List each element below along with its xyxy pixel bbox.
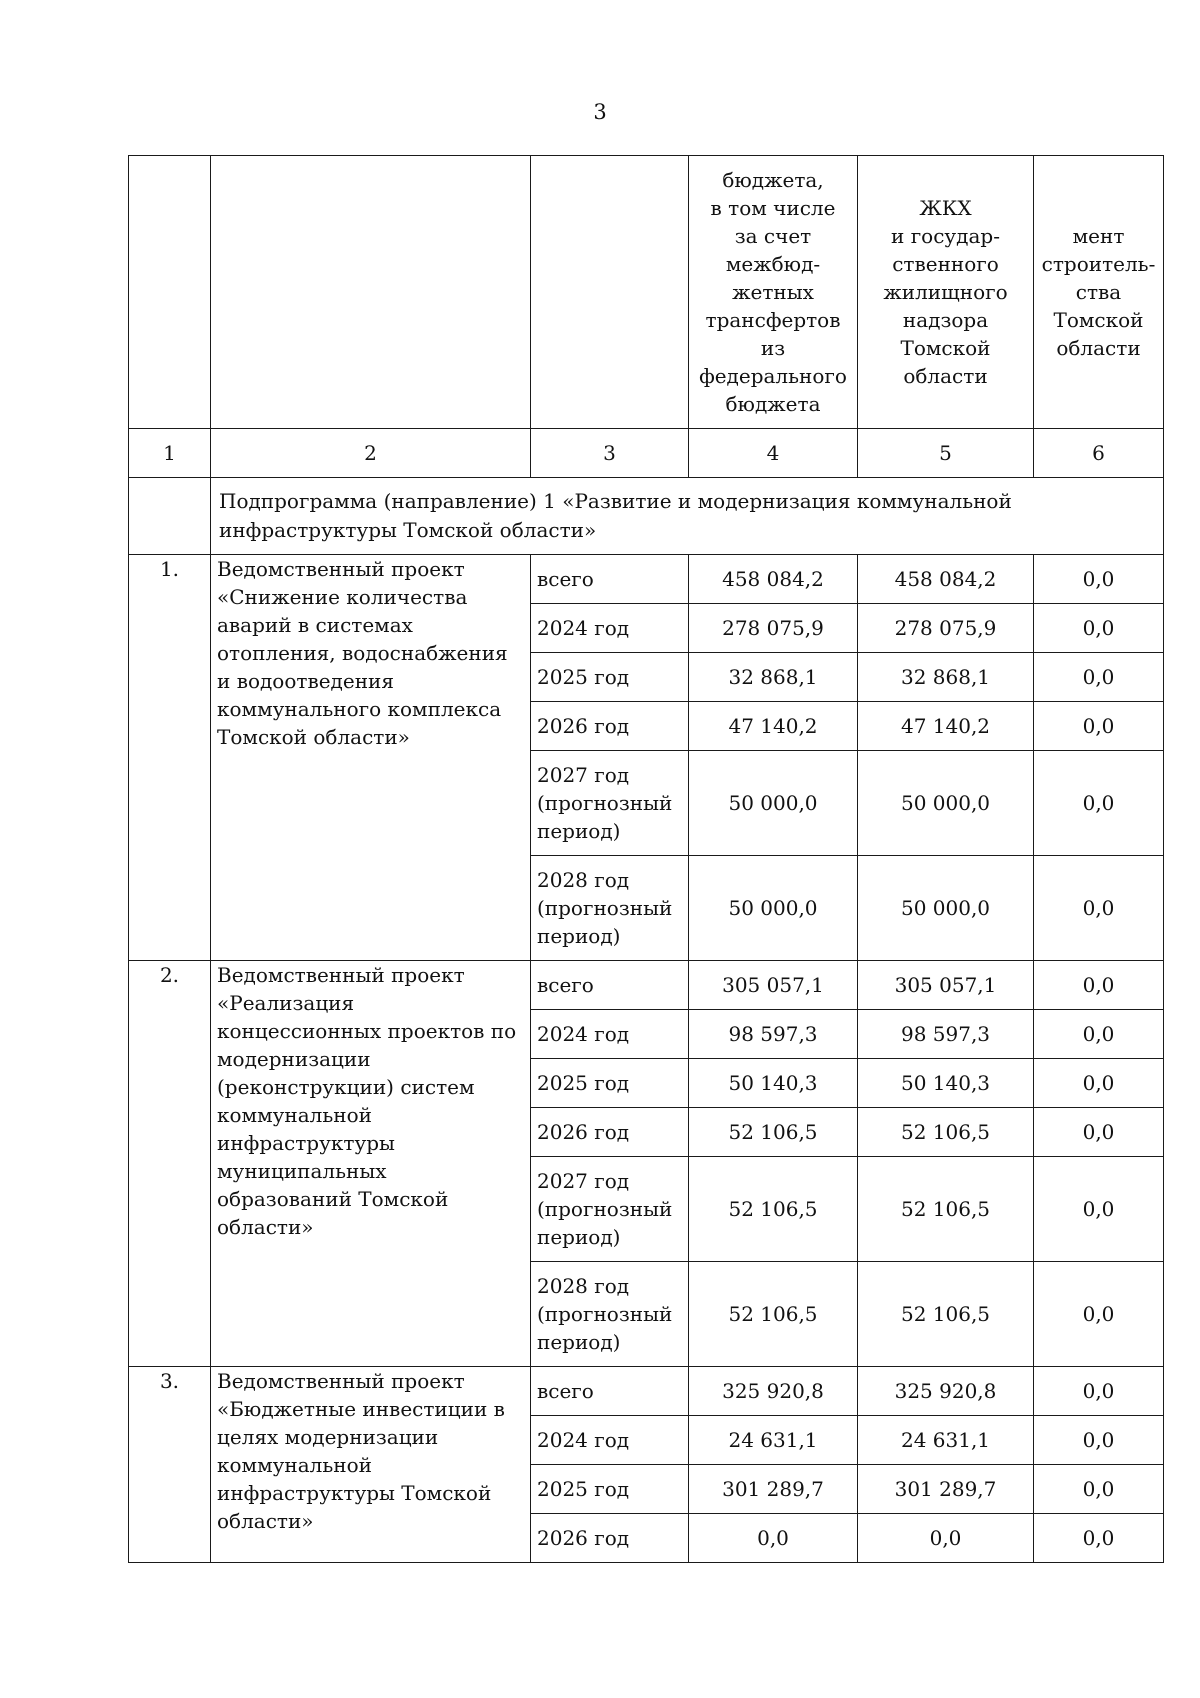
table-row (129, 555, 1164, 604)
budget-table-body (129, 156, 1164, 1563)
project-number: 1. (129, 555, 211, 961)
period-cell: 2026 год (531, 1514, 689, 1563)
amount-cell-col6: 0,0 (1034, 961, 1164, 1010)
period-cell: 2025 год (531, 653, 689, 702)
column-number: 6 (1034, 429, 1164, 478)
amount-cell-col6: 0,0 (1034, 1010, 1164, 1059)
amount-cell-col4: 458 084,2 (689, 555, 858, 604)
period-cell: 2025 год (531, 1059, 689, 1108)
header-cell-4: бюджета, в том числе за счет межбюд- жетных трансфертов из федерального бюджета (689, 156, 858, 429)
period-cell: 2027 год (прогнозный период) (531, 1157, 689, 1262)
header-cell-3 (531, 156, 689, 429)
project-number: 3. (129, 1367, 211, 1563)
amount-cell-col5: 305 057,1 (858, 961, 1034, 1010)
table-row (129, 1367, 1164, 1416)
amount-cell-col4: 301 289,7 (689, 1465, 858, 1514)
amount-cell-col5: 50 140,3 (858, 1059, 1034, 1108)
amount-cell-col5: 458 084,2 (858, 555, 1034, 604)
amount-cell-col5: 52 106,5 (858, 1108, 1034, 1157)
amount-cell-col5: 278 075,9 (858, 604, 1034, 653)
amount-cell-col5: 301 289,7 (858, 1465, 1034, 1514)
amount-cell-col5: 24 631,1 (858, 1416, 1034, 1465)
project-name: Ведомственный проект «Бюджетные инвестиции в целях модернизации коммунальной инфраструктуры Томской области» (211, 1367, 531, 1563)
amount-cell-col6: 0,0 (1034, 856, 1164, 961)
column-number: 4 (689, 429, 858, 478)
period-cell: 2024 год (531, 1010, 689, 1059)
period-cell: всего (531, 961, 689, 1010)
amount-cell-col6: 0,0 (1034, 1157, 1164, 1262)
amount-cell-col5: 50 000,0 (858, 751, 1034, 856)
amount-cell-col6: 0,0 (1034, 751, 1164, 856)
amount-cell-col6: 0,0 (1034, 1465, 1164, 1514)
amount-cell-col4: 32 868,1 (689, 653, 858, 702)
period-cell: 2026 год (531, 1108, 689, 1157)
column-number: 5 (858, 429, 1034, 478)
period-cell: 2028 год (прогнозный период) (531, 1262, 689, 1367)
period-cell: 2028 год (прогнозный период) (531, 856, 689, 961)
amount-cell-col4: 325 920,8 (689, 1367, 858, 1416)
period-cell: 2024 год (531, 1416, 689, 1465)
amount-cell-col4: 98 597,3 (689, 1010, 858, 1059)
amount-cell-col6: 0,0 (1034, 1367, 1164, 1416)
amount-cell-col4: 24 631,1 (689, 1416, 858, 1465)
amount-cell-col5: 47 140,2 (858, 702, 1034, 751)
amount-cell-col4: 305 057,1 (689, 961, 858, 1010)
amount-cell-col4: 278 075,9 (689, 604, 858, 653)
amount-cell-col4: 47 140,2 (689, 702, 858, 751)
period-cell: всего (531, 1367, 689, 1416)
amount-cell-col6: 0,0 (1034, 1108, 1164, 1157)
amount-cell-col5: 50 000,0 (858, 856, 1034, 961)
amount-cell-col4: 50 000,0 (689, 751, 858, 856)
project-number: 2. (129, 961, 211, 1367)
amount-cell-col5: 325 920,8 (858, 1367, 1034, 1416)
header-cell-6: мент строитель- ства Томской области (1034, 156, 1164, 429)
amount-cell-col4: 50 140,3 (689, 1059, 858, 1108)
amount-cell-col4: 52 106,5 (689, 1262, 858, 1367)
subprogram-empty-cell (129, 478, 211, 555)
column-number: 2 (211, 429, 531, 478)
amount-cell-col6: 0,0 (1034, 1262, 1164, 1367)
amount-cell-col4: 52 106,5 (689, 1157, 858, 1262)
amount-cell-col4: 52 106,5 (689, 1108, 858, 1157)
amount-cell-col6: 0,0 (1034, 1416, 1164, 1465)
amount-cell-col6: 0,0 (1034, 1514, 1164, 1563)
amount-cell-col6: 0,0 (1034, 1059, 1164, 1108)
amount-cell-col6: 0,0 (1034, 653, 1164, 702)
period-cell: всего (531, 555, 689, 604)
amount-cell-col6: 0,0 (1034, 555, 1164, 604)
subprogram-row (129, 478, 1164, 555)
period-cell: 2027 год (прогнозный период) (531, 751, 689, 856)
header-cell-1 (129, 156, 211, 429)
budget-table (128, 155, 1164, 1563)
period-cell: 2024 год (531, 604, 689, 653)
amount-cell-col5: 52 106,5 (858, 1262, 1034, 1367)
amount-cell-col6: 0,0 (1034, 604, 1164, 653)
amount-cell-col5: 32 868,1 (858, 653, 1034, 702)
amount-cell-col4: 50 000,0 (689, 856, 858, 961)
amount-cell-col4: 0,0 (689, 1514, 858, 1563)
table-row (129, 961, 1164, 1010)
header-cell-2 (211, 156, 531, 429)
amount-cell-col5: 0,0 (858, 1514, 1034, 1563)
subprogram-title: Подпрограмма (направление) 1 «Развитие и модернизация коммунальной инфраструктуры Томской области» (211, 478, 1164, 555)
period-cell: 2025 год (531, 1465, 689, 1514)
header-cell-5: ЖКХ и государ- ственного жилищного надзора Томской области (858, 156, 1034, 429)
amount-cell-col5: 98 597,3 (858, 1010, 1034, 1059)
amount-cell-col6: 0,0 (1034, 702, 1164, 751)
project-name: Ведомственный проект «Реализация концессионных проектов по модернизации (реконструкции) систем коммунальной инфраструктуры муниципальных образований Томской области» (211, 961, 531, 1367)
column-numbers-row (129, 429, 1164, 478)
amount-cell-col5: 52 106,5 (858, 1157, 1034, 1262)
column-number: 3 (531, 429, 689, 478)
header-row (129, 156, 1164, 429)
column-number: 1 (129, 429, 211, 478)
period-cell: 2026 год (531, 702, 689, 751)
project-name: Ведомственный проект «Снижение количества аварий в системах отопления, водоснабжения и водоотведения коммунального комплекса Томской области» (211, 555, 531, 961)
page-number: 3 (593, 100, 607, 124)
